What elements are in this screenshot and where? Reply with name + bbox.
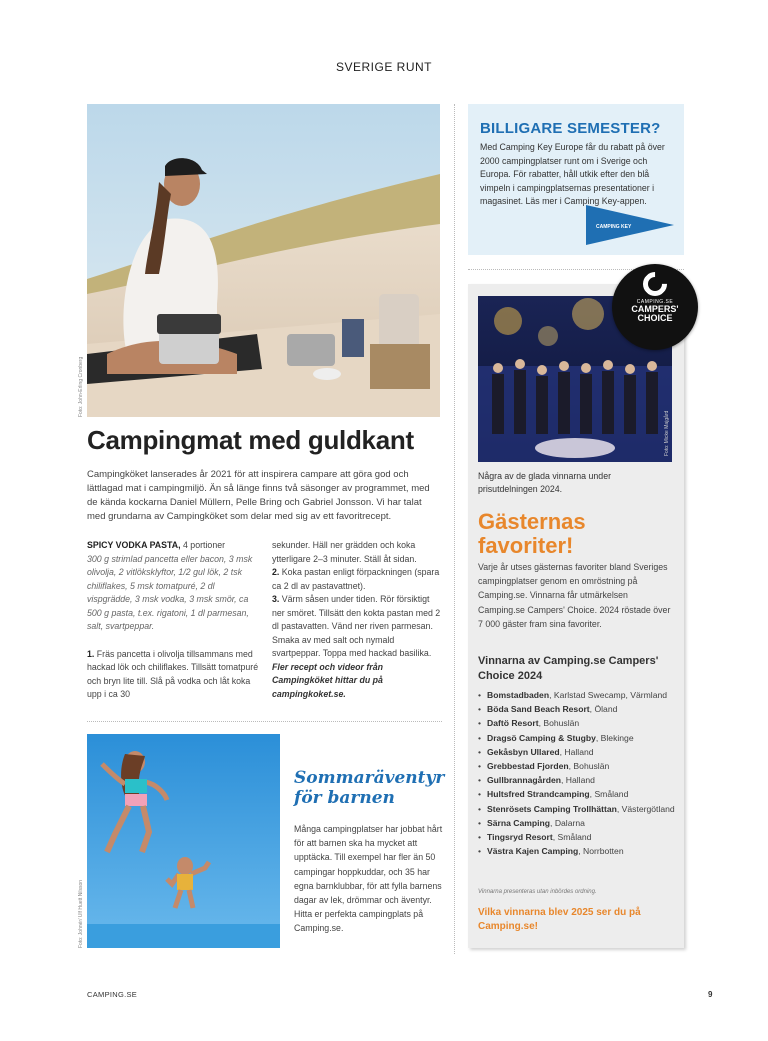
winner-name: Bomstadbaden <box>487 690 550 700</box>
list-item <box>478 688 676 702</box>
badge-line-2: CAMPERS' <box>631 304 679 314</box>
section-header: SVERIGE RUNT <box>335 60 432 74</box>
c-logo-icon <box>638 267 672 301</box>
step-2-text: Koka pastan enligt förpackningen (spara ca 2 dl av pastavattnet). <box>272 567 440 591</box>
recipe-name: SPICY VODKA PASTA, <box>87 540 181 550</box>
step-1-text: Fräs pancetta i olivolja tillsammans med hackad lök och chiliflakes. Tillsätt tomatpuré och bryn lite till. Slå på vodka och låt koka upp i ca 30 <box>87 648 259 699</box>
pennant-label: CAMPING KEY <box>596 224 632 230</box>
recipe-portions: 4 portioner <box>180 540 226 550</box>
kids-article-title <box>294 768 444 808</box>
list-item <box>478 802 676 816</box>
list-item <box>478 844 676 858</box>
winner-place: , Karlstad Swecamp, Värmland <box>549 690 668 700</box>
winner-name: Daftö Resort <box>487 718 539 729</box>
winner-name: Gekåsbyn Ullared <box>487 746 560 757</box>
favorites-text: Varje år utses gästernas favoriter bland Sveriges campingplatser genom en omröstning på Camping.se. Vinnarna får utmärkelsen Camping.se Campers' Choice. 2024 röstade över 7 000 gäster fram sina favoriter. <box>478 562 671 629</box>
article-title: Campingmat med guldkant <box>87 425 414 455</box>
list-item <box>478 773 676 787</box>
list-item <box>478 731 676 745</box>
awards-box <box>468 284 684 948</box>
camping-cooking-photo <box>87 104 440 417</box>
winner-name: Dragsö Camping & Stugby <box>487 732 596 743</box>
favorites-title-line-1: Gästernas <box>478 509 586 534</box>
winner-name: Särna Camping <box>487 817 551 828</box>
winner-place: , Dalarna <box>550 817 585 828</box>
winner-place: , Halland <box>559 746 594 757</box>
recipe-step-1 <box>87 648 259 702</box>
recipe-step-1-continued: sekunder. Häll ner grädden och koka ytterligare 2–3 minuter. Ställ åt sidan. <box>272 540 417 564</box>
winner-place: , Öland <box>589 704 618 715</box>
step-3-text: Värm såsen under tiden. Rör försiktigt ner smöret. Tillsätt den kokta pastan med 2 dl pastavatten. Vänd ner riven parmesan. Smaka av med salt och nymald svartpeppar. Toppa med hackad basilika. <box>272 594 441 658</box>
list-item <box>478 816 676 830</box>
article-lead: Campingköket lanserades år 2021 för att inspirera campare att göra god och lättlagad mat i campingmiljö. Än så länge finns två säsonger av programmet, med de kända kockarna Daniel Müllern, Pelle Bring och Gabriel Jonsson. Vi har talat med grundarna av Campingköket som delar med sig av ett favoritrecept. <box>87 469 430 522</box>
gala-photo-credit: Foto: Micke Majgård <box>664 410 670 456</box>
campers-choice-badge <box>612 264 698 350</box>
recipe-ingredients: 300 g strimlad pancetta eller bacon, 3 msk olivolja, 2 vitlöksklyftor, 1/2 gul lök, 2 tsk chiliflakes, 5 msk tomatpuré, 2 dl vispgrädde, 3 msk vodka, 3 msk smör, ca 500 g pasta, t.ex. rigatoni, 1 dl parmesan, salt, svartpeppar. <box>87 553 253 631</box>
kids-jumping-photo <box>87 734 280 948</box>
winner-place: , Blekinge <box>595 732 634 743</box>
list-item <box>478 759 676 773</box>
winner-name: Gullbrannagården <box>487 775 562 786</box>
order-note: Vinnarna presenteras utan inbördes ordning. <box>478 889 597 895</box>
discount-box <box>468 104 684 255</box>
winner-place: , Bohuslän <box>568 761 610 772</box>
footer-site: CAMPING.SE <box>87 990 138 999</box>
list-item <box>478 787 676 801</box>
winner-name: Hultsfred Strandcamping <box>487 789 590 800</box>
winner-place: , Småland <box>552 832 592 843</box>
favorites-title <box>478 510 586 558</box>
winner-name: Västra Kajen Camping <box>487 846 579 857</box>
step-2-number: 2. <box>272 567 280 577</box>
recipe-heading <box>87 539 259 553</box>
recipe-column-left <box>87 539 259 702</box>
more-recipes-link[interactable]: Fler recept och videor från Campingköket hittar du på campingkoket.se. <box>272 661 383 699</box>
kids-article-text: Många campingplatser har jobbat hårt för att barnen ska ha mycket att upptäcka. Till exempel har fler än 50 campingar hoppkuddar, och 35 har egna barnklubbar, för att fylla barnens dagar av lek, drömmar och äventyr. Hitta er perfekta campingplats på Camping.se. <box>294 824 443 934</box>
discount-title: BILLIGARE SEMESTER? <box>480 120 661 137</box>
recipe-column-right <box>272 539 442 701</box>
list-item <box>478 830 676 844</box>
kids-title-line-2: för barnen <box>294 788 395 808</box>
list-item <box>478 745 676 759</box>
winner-name: Böda Sand Beach Resort <box>487 704 590 715</box>
list-item <box>478 716 676 730</box>
kids-photo-credit: Foto: Johnér/ Ulf Huett Nilsson <box>78 879 84 948</box>
photo-caption: Några av de glada vinnarna under prisutdelningen 2024. <box>478 471 612 494</box>
recipe-step-3 <box>272 593 442 661</box>
winner-place: , Småland <box>589 789 629 800</box>
winner-place: , Norrbotten <box>578 846 624 857</box>
main-photo-credit: Foto: John-Erling Cronberg <box>78 356 84 417</box>
winners-title: Vinnarna av Camping.se Campers' Choice 2024 <box>478 655 659 682</box>
winners-list <box>478 688 676 858</box>
list-item <box>478 702 676 716</box>
step-3-number: 3. <box>272 594 280 604</box>
winners-2025-link[interactable]: Vilka vinnarna blev 2025 ser du på Camping.se! <box>478 907 641 932</box>
winner-name: Grebbestad Fjorden <box>487 761 569 772</box>
badge-line-3: CHOICE <box>637 313 673 323</box>
winner-place: , Halland <box>561 775 595 786</box>
recipe-step-2 <box>272 566 442 593</box>
favorites-title-line-2: favoriter! <box>478 533 574 558</box>
divider <box>87 721 442 722</box>
kids-title-line-1: Sommaräventyr <box>294 768 445 788</box>
winner-name: Stenrösets Camping Trollhättan <box>487 803 617 814</box>
winner-place: , Bohuslän <box>538 718 580 729</box>
page-number: 9 <box>708 990 713 999</box>
badge-line-1: CAMPING.SE <box>636 299 674 305</box>
step-1-number: 1. <box>87 648 95 659</box>
winner-name: Tingsryd Resort <box>487 832 553 843</box>
column-divider <box>454 104 455 954</box>
blue-pennant-icon <box>586 205 674 245</box>
discount-text: Med Camping Key Europe får du rabatt på över 2000 campingplatser runt om i Sverige och Europa. För rabatter, håll utkik efter den blå vimpeln i campingplatsernas presentationer i magasinet. Läs mer i Camping Key-appen. <box>480 142 665 206</box>
winner-place: , Västergötland <box>616 803 675 814</box>
